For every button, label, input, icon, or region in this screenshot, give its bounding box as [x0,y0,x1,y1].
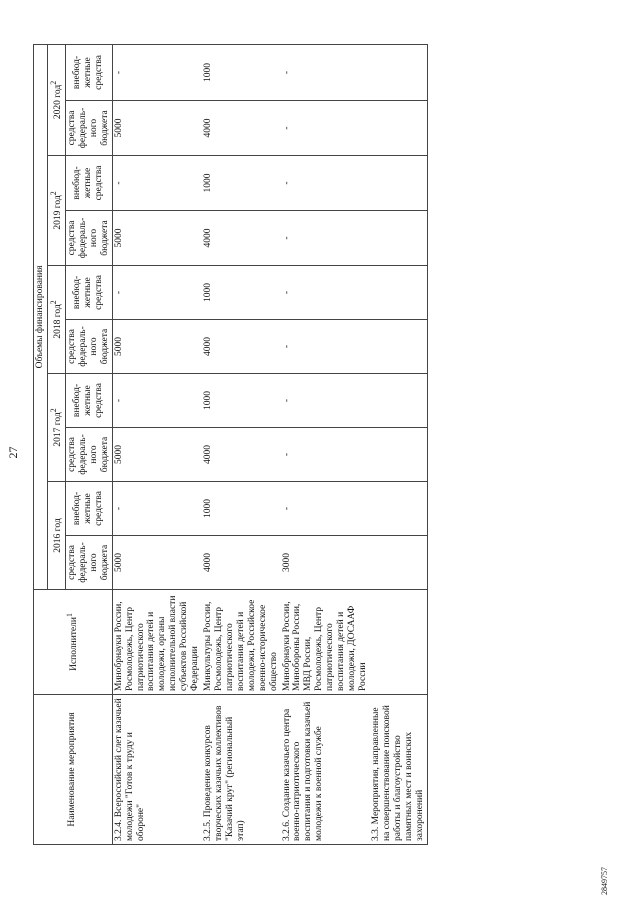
value-cell: - [281,374,370,428]
value-cell: 5000 [112,428,202,482]
year-header: 2019 год$^2$ [47,156,65,266]
subheader-federal: средства федераль-ного бюджета [66,536,113,590]
year-header: 2018 год$^2$ [47,266,65,374]
subheader-federal: средства федераль-ного бюджета [66,320,113,374]
value-cell: 1000 [202,266,280,320]
value-cell: - [281,482,370,536]
event-name-cell: 3.3. Мероприятия, направленные на совершенствование поисковой работы и благоустройство памятных мест и воинских захоронений [370,695,427,845]
value-cell: - [281,44,370,100]
event-name-cell: 3.2.6. Создание казачьего центра военно-патриотического воспитания и подготовки казачьей молодежи к военной службе [281,695,370,845]
value-cell: 5000 [112,320,202,374]
subheader-extra: внебюд-жетные средства [66,44,113,100]
header-executors: Исполнители$^1$ [34,590,113,695]
year-header: 2020 год$^2$ [47,44,65,155]
header-event-name: Наименование мероприятия [34,695,113,845]
subheader-extra: внебюд-жетные средства [66,482,113,536]
executors-cell: Минобрнауки России, Росмолодежь, Центр патриотического воспитания детей и молодежи, органы исполнительной власти субъектов Российской Федерации [112,590,202,695]
table-row [281,44,370,844]
financing-table [33,44,428,845]
value-cell: 5000 [112,101,202,156]
subheader-extra: внебюд-жетные средства [66,266,113,320]
value-cell: 5000 [112,536,202,590]
table-row [370,44,427,844]
value-cell: - [281,320,370,374]
value-cell [370,482,427,536]
value-cell: - [281,211,370,266]
event-name-cell: 3.2.5. Проведение конкурсов творческих казачьих коллективов "Казачий круг" (региональный этап) [202,695,280,845]
value-cell: 4000 [202,211,280,266]
value-cell: 1000 [202,44,280,100]
value-cell: - [112,44,202,100]
value-cell [370,428,427,482]
value-cell [370,156,427,211]
value-cell: - [281,266,370,320]
value-cell: - [112,374,202,428]
value-cell [370,211,427,266]
value-cell: - [281,101,370,156]
table-row [202,44,280,844]
page-number: 27 [6,446,20,459]
table-body [112,44,427,844]
event-name-cell: 3.2.4. Всероссийский слет казачьей молодежи "Готов к труду и обороне" [112,695,202,845]
subheader-federal: средства федераль-ного бюджета [66,428,113,482]
value-cell [370,536,427,590]
document-code: 2849757 [600,867,609,895]
value-cell: 1000 [202,482,280,536]
value-cell: - [112,156,202,211]
table-row [112,44,202,844]
value-cell [370,44,427,100]
value-cell: - [281,428,370,482]
executors-cell: Минкультуры России, Росмолодежь, Центр патриотического воспитания детей и молодежи, Российское военно-историческое общество [202,590,280,695]
subheader-federal: средства федераль-ного бюджета [66,211,113,266]
header-volumes: Объемы финансирования [34,44,48,589]
value-cell [370,101,427,156]
subheader-extra: внебюд-жетные средства [66,156,113,211]
value-cell: 4000 [202,320,280,374]
value-cell: 3000 [281,536,370,590]
value-cell [370,320,427,374]
value-cell: - [112,482,202,536]
value-cell: 5000 [112,211,202,266]
executors-cell: Минобрнауки России, Минобороны России, МВД России, Росмолодежь, Центр патриотического воспитания детей и молодежи, ДОСААФ России [281,590,370,695]
executors-cell [370,590,427,695]
value-cell: 4000 [202,101,280,156]
value-cell: - [281,156,370,211]
value-cell: 4000 [202,536,280,590]
year-header: 2017 год$^2$ [47,374,65,482]
value-cell: 4000 [202,428,280,482]
value-cell [370,266,427,320]
value-cell [370,374,427,428]
table-header [34,44,113,844]
year-header: 2016 год [47,482,65,590]
subheader-federal: средства федераль-ного бюджета [66,101,113,156]
value-cell: 1000 [202,156,280,211]
value-cell: 1000 [202,374,280,428]
subheader-extra: внебюд-жетные средства [66,374,113,428]
value-cell: - [112,266,202,320]
